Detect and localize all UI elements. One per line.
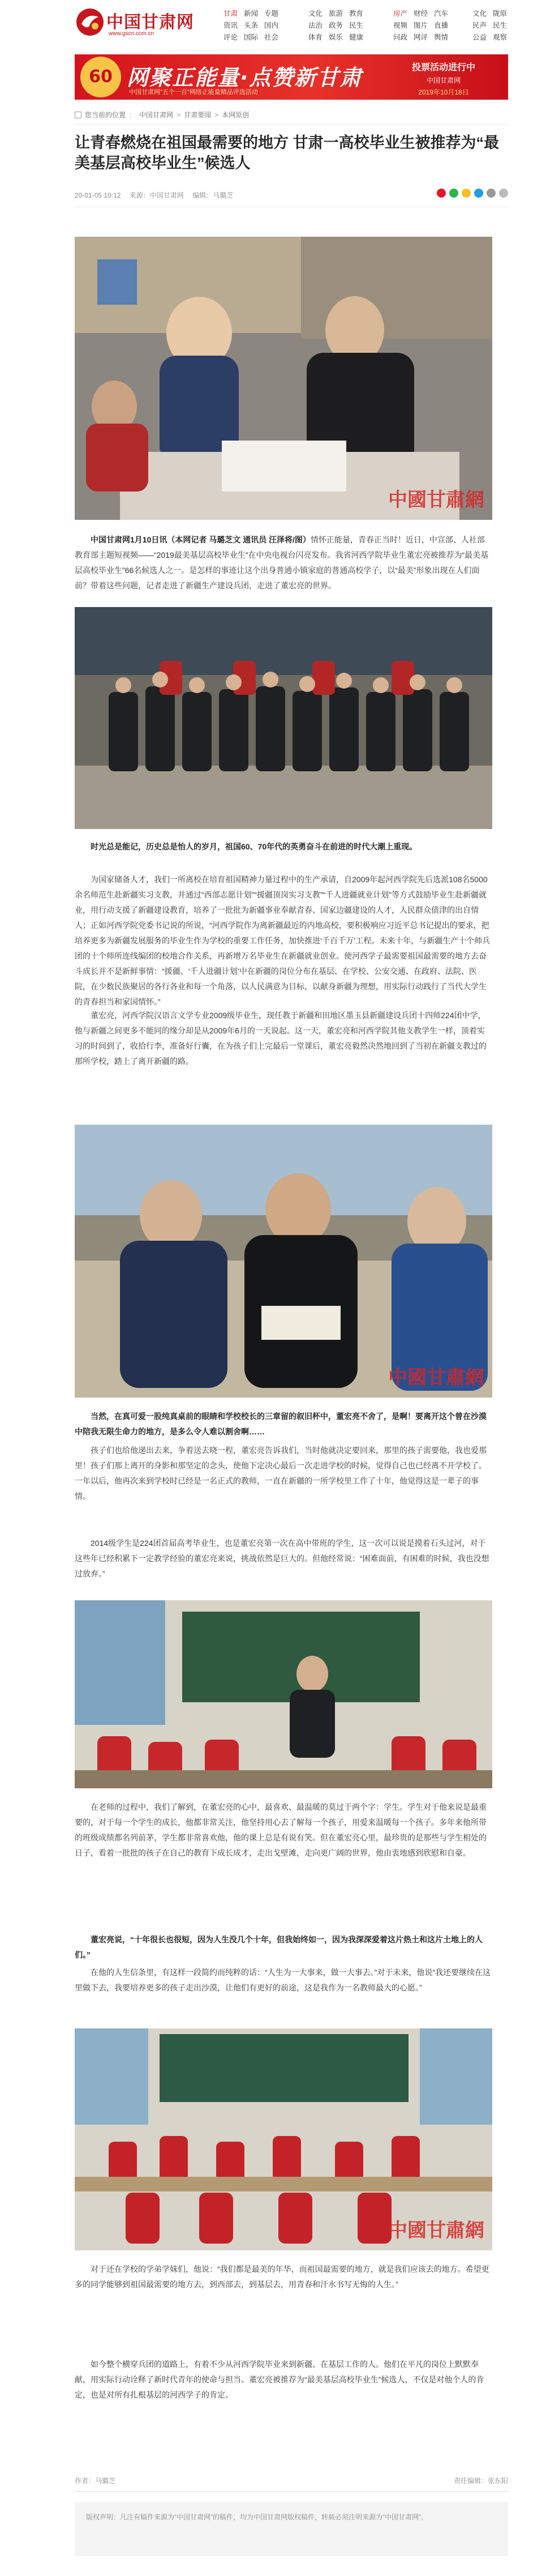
nav-link[interactable]: 问政 — [393, 33, 408, 41]
article-paragraph-6: 孩子们也给他递出去来，争着送去晓一程，董宏亮告诉我们，当时他就决定要回来，那里的孩子需要他，我也爱那里！孩子们那上离开的身影和那坚定的念头，使他下定决心最后一次走进学校的时候，觉得自己也已经离不开学校了。一年以后，他再次来到学校时已经是一名正式的教师，一直在新疆的一所学校里工作了十年，他觉得这是一辈子的事情。 — [75, 1446, 487, 1501]
logo-url: www.gscn.com.cn — [109, 31, 154, 37]
article-photo-2 — [75, 607, 492, 829]
nav-link[interactable]: 国内 — [264, 22, 279, 29]
more-share-icon[interactable] — [487, 189, 496, 198]
nav-link[interactable]: 甘肃 — [223, 10, 238, 18]
nav-link[interactable]: 陇原 — [493, 10, 508, 18]
article-author: 作者：马璐芝 — [75, 2477, 116, 2485]
copyright-notice: 版权声明：凡注有稿件来源为“中国甘肃网”的稿件，均为中国甘肃网版权稿件，转载必须注明来源为“中国甘肃网”。 — [75, 2502, 508, 2556]
nav-link[interactable]: 法治 — [308, 22, 323, 29]
banner-right-date: 2019年10月18日 — [418, 88, 469, 96]
banner-title: 网聚正能量·点赞新甘肃 — [127, 65, 363, 90]
nav-link[interactable]: 政务 — [329, 22, 343, 29]
nav-link[interactable]: 观察 — [493, 33, 508, 41]
lead-text: 中国甘肃网1月10日讯（本网记者 马璐芝文 通讯员 汪泽将/图） — [91, 535, 311, 544]
banner-right-block — [387, 60, 500, 94]
responsible-editor: 责任编辑：张东阳 — [453, 2477, 508, 2485]
article-paragraph-8: 在老师的过程中，我们了解到，在董宏亮的心中，最喜欢、最温暖的莫过于两个字：学生。学生对于他来说是最重要的，对于每一个学生的成长，他都非常关注，他坚持用心去了解每一个孩子，用爱来温暖每一个孩子。多年来他所带的班级成绩都名列前茅，学生都非常喜欢他，他的课上总是有说有笑。但在董宏亮心里，最珍贵的是那些与学生相处的日子，看着一批批的孩子在自己的教育下成长成才，走出戈壁滩，走向更广阔的世界，他由衷地感到欣慰和自豪。 — [75, 1802, 487, 1857]
nav-link[interactable]: 公益 — [472, 33, 487, 41]
site-logo[interactable] — [75, 7, 194, 41]
nav-group-4 — [472, 8, 513, 44]
article-photo-3 — [75, 1125, 492, 1398]
article-paragraph-5: 当然，在真可爱一股纯真桌前的眼睛和学校校长的三章留的叙旧杯中，董宏亮不舍了，是啊！要离开这个曾在沙漠中陪我无限生命力的地方，是多么令人难以割舍啊…… — [75, 1412, 487, 1436]
nav-link[interactable]: 社会 — [264, 33, 279, 41]
breadcrumb-label: 您当前的位置 — [85, 111, 126, 119]
article-photo-4 — [75, 1600, 492, 1788]
nav-link[interactable]: 文化 — [472, 10, 487, 18]
nav-link[interactable]: 教育 — [349, 10, 364, 18]
photo-watermark: 中國甘肅網 — [388, 2219, 484, 2242]
breadcrumb-link[interactable]: 中国甘肃网 — [139, 111, 174, 119]
weibo-share-icon[interactable] — [437, 189, 446, 198]
article-paragraph-12: 如今整个横穿兵团的道路上，有着不少从河西学院毕业来到新疆、在基层工作的人。他们在平凡的岗位上默默奉献，用实际行动诠释了新时代青年的使命与担当。董宏亮被推荐为“最美基层高校毕业生”候选人，不仅是对他个人的肯定，也是对所有扎根基层的河西学子的肯定。 — [75, 2360, 484, 2399]
article-paragraph-3: 为国家储备人才，我们一所离校在培育祖国精神力量过程中的生产承请，自2009年起河西学院先后选派108名5000余名师范生赴新疆实习支教，并通过“西部志愿计划”“援疆顶岗实习支教”“千人进疆就业计划”等方式鼓励毕业生赴新疆就业，用行动支援了新疆建设教育，培养了一批批为新疆事业奉献青春、国家边疆建设的人才，人民群众债津的出自情人；正如河西学院党委书记说的所说，“河西学院作为离新疆最近的内地高校，要积极响应习近平总书记提出的要求，把培养更多为新疆发展服务的毕业生作为学校的重要工作任务，加快推进‘千百千万’工程。未来十年，与新疆生产十个师兵团的十个师所连线编团的校地合作关系，再新增万名毕业生在新疆就业创业。使河西学子最需要祖国最需要的地方去奋斗成长并不是新鲜事情：“援疆、‘千人进疆计划’中在新疆的岗位分布在基层、在学校、公安交通、在政府、法院、医院，在少数民族聚居的各行各业和每一个角落，以人民满意为目标，以献身新疆为理想，用实际行动践行了当代大学生的青春担当和家国情怀。” — [75, 875, 491, 1006]
photo-watermark: 中國甘肅網 — [388, 489, 484, 511]
article-paragraph-9: 董宏亮说，“十年很长也很短，因为人生没几个十年，但我始终如一，因为我深深爱着这片热土和这片土地上的人们。” — [75, 1935, 483, 1959]
article-editor: 编辑：马璐芝 — [192, 191, 234, 199]
location-icon — [75, 112, 81, 118]
main-nav — [223, 8, 512, 44]
nav-link[interactable]: 舆情 — [434, 33, 449, 41]
nav-link[interactable]: 旅游 — [329, 10, 343, 18]
qq-share-icon[interactable] — [474, 189, 483, 198]
article-photo-5 — [75, 2028, 492, 2250]
banner-subtitle: 中国甘肃网"五个一百"网络正能量精品评选活动 — [129, 89, 258, 96]
qzone-share-icon[interactable] — [462, 189, 471, 198]
share-bar — [433, 189, 508, 198]
article-paragraph-4: 董宏亮，河西学院汉语言文学专业2009级毕业生，现任教于新疆和田地区墨玉县新疆建设兵团十四师224团中学，他与新疆之间更多不能同的缘分却是从2009年6月的一天说起。这一天，董宏亮和河西学院其他支教学生一样，顶着实习的时间到了，收拾行李，准备好行囊，在为孩子们上完最后一堂课后，董宏亮毅然决然地回到了当初在新疆支教过的那所学校，踏上了离开新疆的路。 — [75, 1011, 487, 1066]
logo-text: 中国甘肃网 — [106, 12, 194, 32]
article-paragraph-11: 对于还在学校的学弟学妹们，他说：“我们都是最美的年华，而祖国最需要的地方，就是我们应该去的地方。希望更多的同学能够到祖国最需要的地方去，到西部去，到基层去，用青春和汗水书写无悔的人生。” — [75, 2265, 489, 2289]
nav-link[interactable]: 民生 — [493, 22, 508, 29]
article-source: 来源：中国甘肃网 — [129, 191, 184, 199]
article-paragraph-10: 在他的人生信条里，有这样一段简约而纯粹的话：“人生为一大事来，做一大事去。”对于未来，他说“我还要继续在这里做下去，我要培养更多的孩子走出沙漠，让他们有更好的前途，这是我作为一名教师最大的心愿。” — [75, 1968, 491, 1992]
article-title: 让青春燃烧在祖国最需要的地方 甘肃一高校毕业生被推荐为“最美基层高校毕业生”候选人 — [75, 134, 500, 172]
article-paragraph-1 — [75, 532, 492, 593]
banner-right-title: 投票活动进行中 — [411, 63, 475, 72]
article-date: 20-01-05 10:12 — [75, 191, 121, 199]
promo-banner[interactable] — [75, 54, 508, 100]
wechat-share-icon[interactable] — [449, 189, 458, 198]
nav-group-3 — [393, 8, 454, 44]
nav-link[interactable]: 国际 — [244, 33, 259, 41]
nav-link[interactable]: 民声 — [472, 22, 487, 29]
nav-link[interactable]: 民生 — [349, 22, 364, 29]
nav-link[interactable]: 专题 — [264, 10, 279, 18]
site-header — [0, 0, 546, 49]
nav-link[interactable]: 图片 — [414, 22, 428, 29]
author-line — [75, 2476, 508, 2492]
breadcrumb: 您当前的位置 ： 中国甘肃网 > 甘肃要闻 > 本网原创 — [75, 110, 508, 125]
banner-badge: 60 — [80, 57, 121, 97]
nav-link[interactable]: 网评 — [414, 33, 428, 41]
nav-link[interactable]: 资讯 — [223, 22, 238, 29]
article-paragraph-2: 时光总是能记，历史总是怡人的岁月，祖国60、70年代的英勇奋斗在前进的时代大潮上重现。 — [91, 842, 418, 851]
article-paragraph-7: 2014级学生是224团首届高考毕业生，也是董宏亮第一次在高中带班的学生，这一次可以说是摸着石头过河，对于这些年已经积累下一定教学经验的董宏亮来说，挑战依然是巨大的。但他经常说：“困难面前，有困难的时候，我也没想过放弃。” — [75, 1539, 489, 1578]
nav-link[interactable]: 财经 — [414, 10, 428, 18]
body-text: 情怀正能量，青春正当时！近日，中宣部、人社部教育部主题短视频——“2019最美基层高校毕业生”在中央电视台闪亮发布。我省河西学院毕业生董宏亮被推荐为“最美基层高校毕业生”66名候选人之一。是怎样的事迹让这个出身普通小镇家庭的普通高校学子，以“最美”形象出现在人们面前？带着这些问题，记者走进了新疆生产建设兵团，走进了董宏亮的世界。 — [75, 535, 489, 590]
nav-group-1 — [223, 8, 285, 44]
nav-link[interactable]: 新闻 — [244, 10, 259, 18]
nav-link[interactable]: 直播 — [434, 22, 449, 29]
nav-link[interactable]: 汽车 — [434, 10, 449, 18]
nav-group-2 — [308, 8, 369, 44]
nav-link[interactable]: 视频 — [393, 22, 408, 29]
article-photo-1 — [75, 237, 492, 520]
nav-link[interactable]: 房产 — [393, 10, 408, 18]
nav-link[interactable]: 体育 — [308, 33, 323, 41]
nav-link[interactable]: 评论 — [223, 33, 238, 41]
nav-link[interactable]: 文化 — [308, 10, 323, 18]
logo-mark-icon — [75, 7, 105, 37]
photo-watermark: 中國甘肅網 — [388, 1366, 484, 1389]
breadcrumb-link[interactable]: 甘肃要闻 — [184, 111, 212, 119]
print-icon[interactable] — [499, 189, 508, 198]
nav-link[interactable]: 娱乐 — [329, 33, 343, 41]
nav-link[interactable]: 健康 — [349, 33, 364, 41]
breadcrumb-link[interactable]: 本网原创 — [222, 111, 250, 119]
article-meta — [75, 190, 508, 207]
banner-right-org: 中国甘肃网 — [426, 76, 461, 84]
nav-link[interactable]: 头条 — [244, 22, 259, 29]
